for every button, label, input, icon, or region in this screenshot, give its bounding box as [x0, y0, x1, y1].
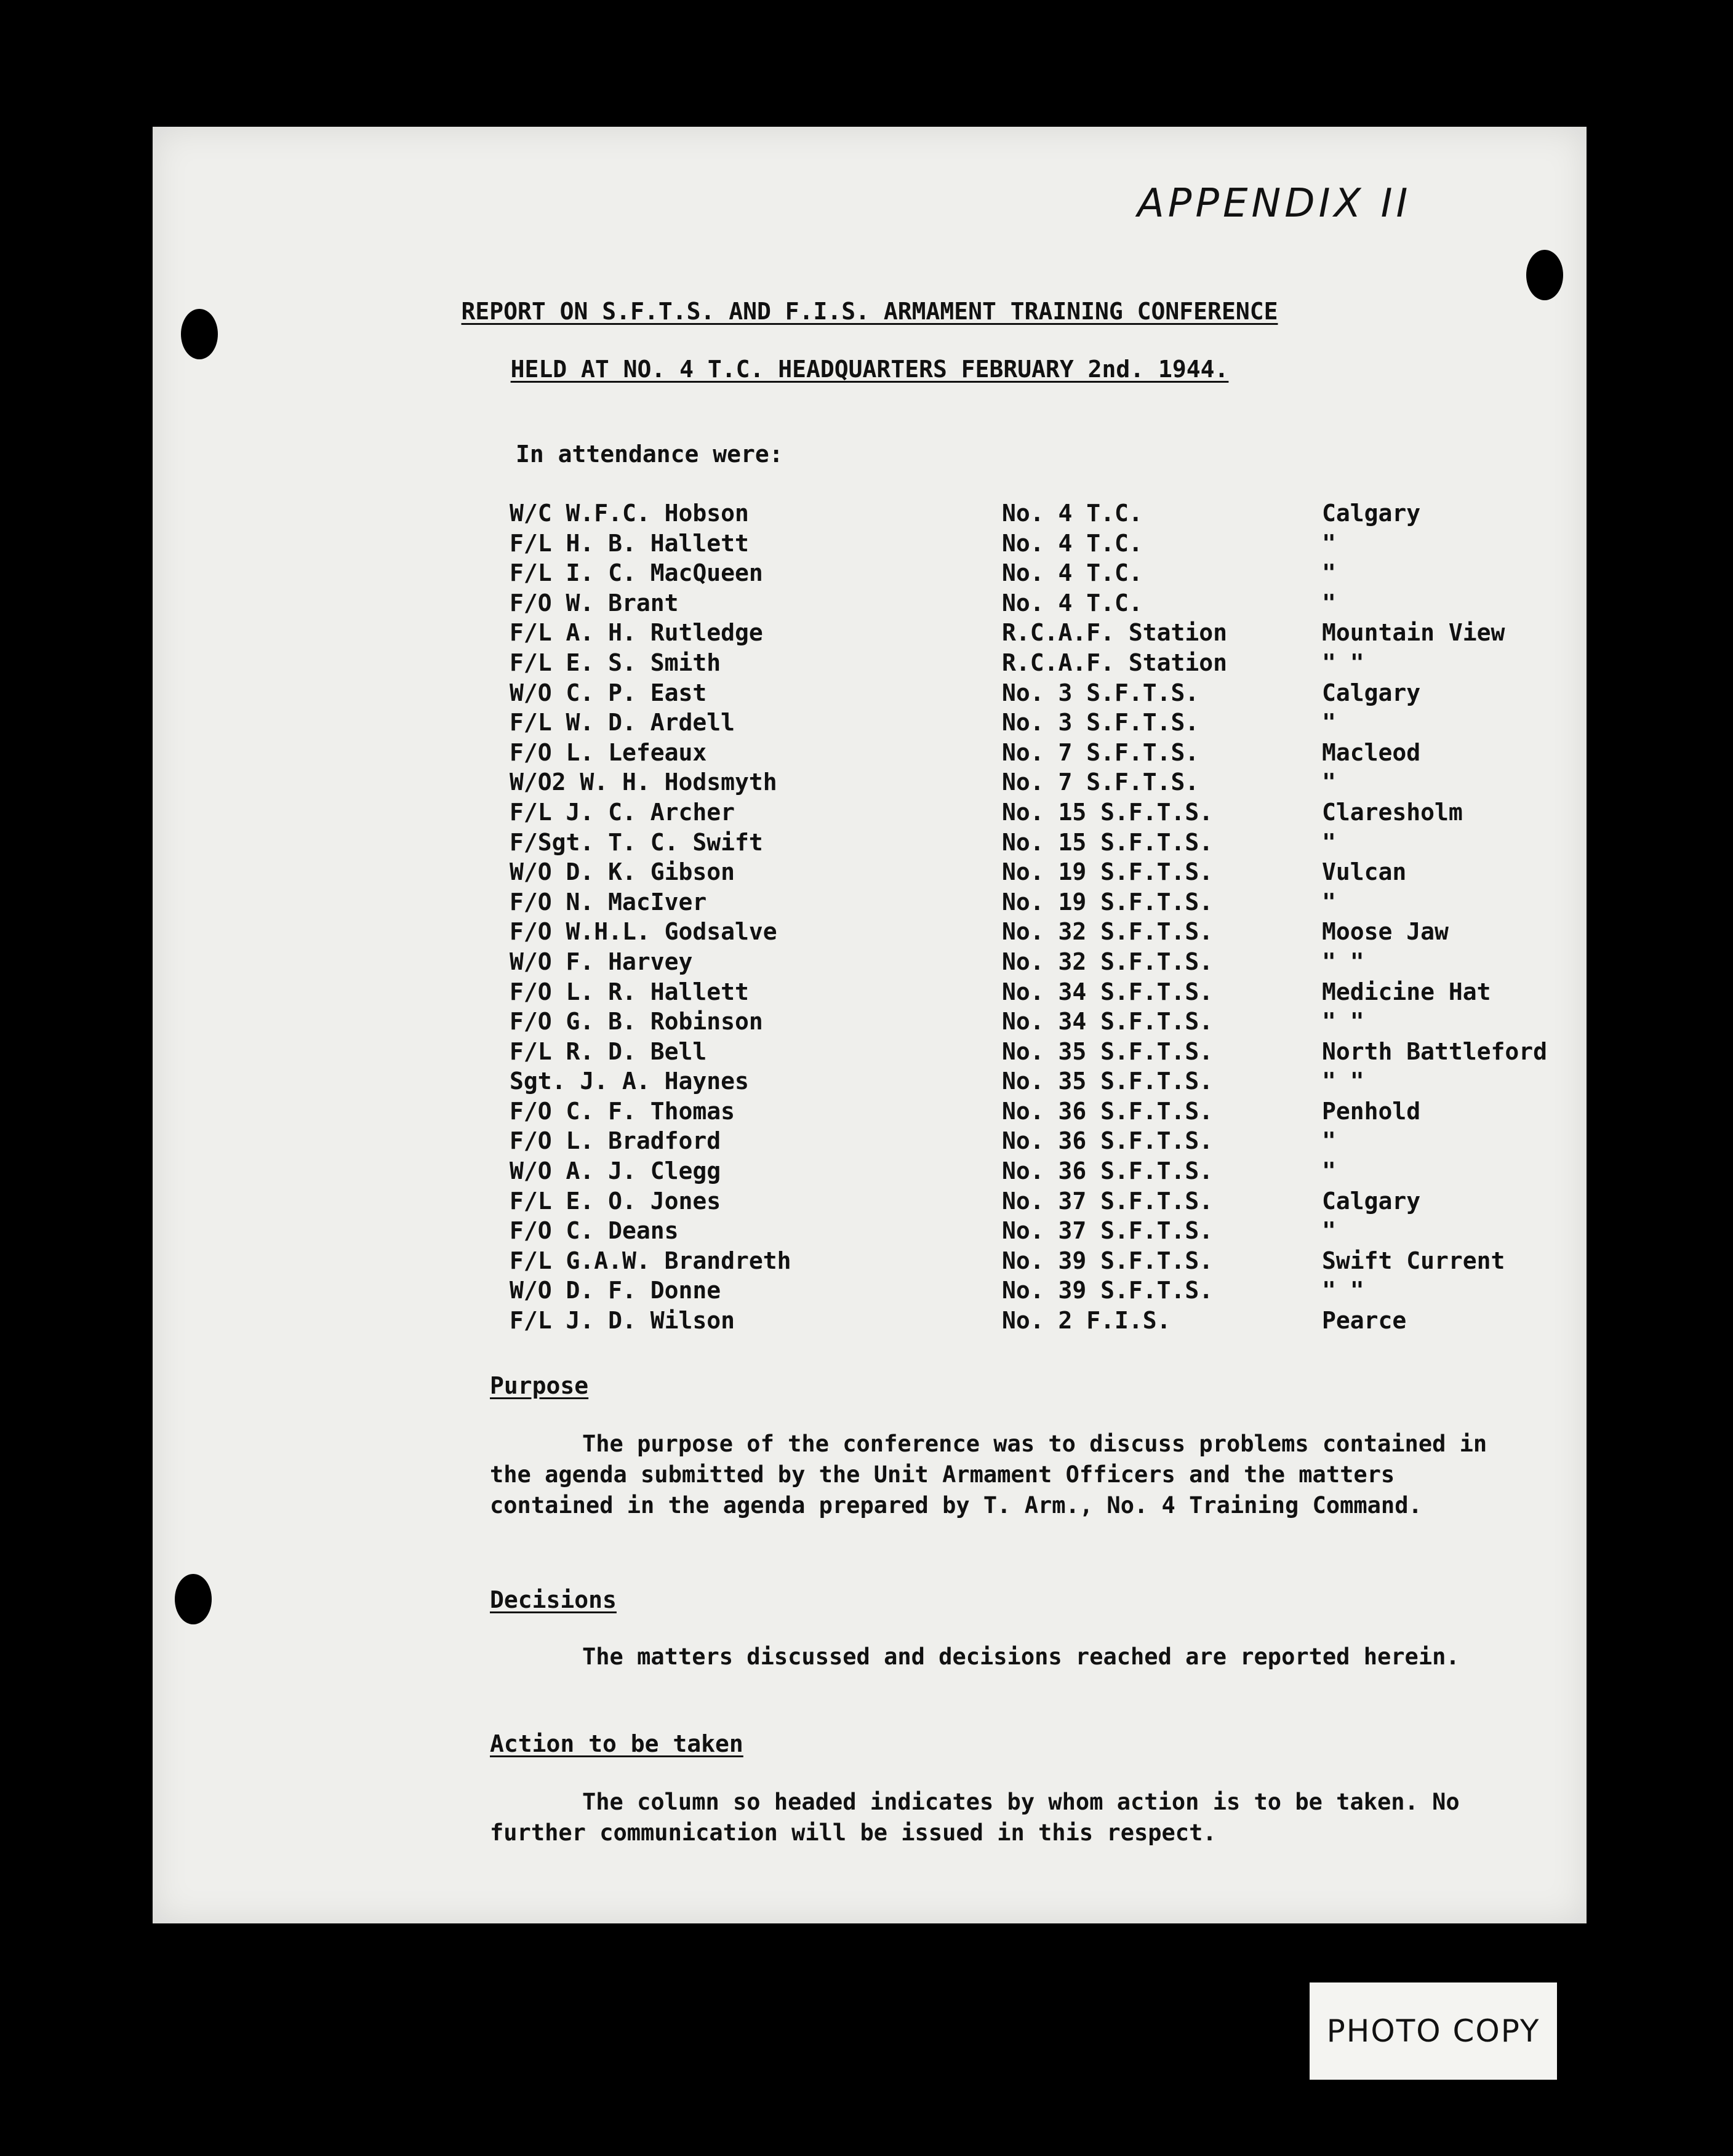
- attendee-unit: No. 35 S.F.T.S.: [1002, 1037, 1214, 1065]
- attendee-name: F/O C. Deans: [510, 1217, 679, 1245]
- attendee-location: ": [1322, 559, 1336, 587]
- attendee-name: F/L R. D. Bell: [510, 1037, 707, 1065]
- attendee-row: [510, 799, 1568, 829]
- attendee-location: ": [1322, 888, 1336, 916]
- attendee-row: [510, 1247, 1568, 1277]
- attendance-intro: In attendance were:: [516, 441, 783, 468]
- photocopy-stamp: [1310, 1982, 1557, 2080]
- attendee-unit: No. 36 S.F.T.S.: [1002, 1127, 1214, 1155]
- attendee-location: ": [1322, 1127, 1336, 1155]
- attendee-name: F/O L. Bradford: [510, 1127, 721, 1155]
- attendee-name: F/O G. B. Robinson: [510, 1008, 763, 1036]
- attendee-row: [510, 948, 1568, 978]
- attendee-row: [510, 709, 1568, 739]
- attendee-location: ": [1322, 589, 1336, 617]
- attendee-name: Sgt. J. A. Haynes: [510, 1068, 749, 1095]
- attendee-location: Mountain View: [1322, 619, 1505, 647]
- attendee-row: [510, 978, 1568, 1008]
- attendee-location: Medicine Hat: [1322, 978, 1491, 1005]
- attendee-unit: No. 4 T.C.: [1002, 529, 1143, 557]
- purpose-paragraph: The purpose of the conference was to discuss problems contained in the agenda submitted by the Unit Armament Officers and the matters contained in the agenda prepared by T. Arm., No. 4 Training Command.: [490, 1431, 1501, 1519]
- attendee-location: Claresholm: [1322, 798, 1463, 826]
- attendee-location: " ": [1322, 1277, 1364, 1304]
- attendee-row: [510, 739, 1568, 769]
- attendee-unit: No. 39 S.F.T.S.: [1002, 1277, 1214, 1304]
- attendee-name: F/O W.H.L. Godsalve: [510, 918, 777, 946]
- attendee-row: [510, 649, 1568, 679]
- decisions-heading: Decisions: [490, 1586, 617, 1613]
- action-paragraph: The column so headed indicates by whom action is to be taken. No further communication will be issued in this respect.: [490, 1789, 1473, 1846]
- attendee-row: [510, 530, 1568, 560]
- attendee-location: Penhold: [1322, 1097, 1421, 1125]
- attendee-row: [510, 1068, 1568, 1098]
- attendee-location: Calgary: [1322, 500, 1421, 527]
- punch-hole-right: [1526, 250, 1563, 300]
- attendee-unit: No. 32 S.F.T.S.: [1002, 918, 1214, 946]
- attendee-unit: No. 32 S.F.T.S.: [1002, 948, 1214, 975]
- attendee-row: [510, 829, 1568, 859]
- action-heading: Action to be taken: [490, 1730, 743, 1757]
- attendee-location: ": [1322, 529, 1336, 557]
- attendee-name: F/O C. F. Thomas: [510, 1097, 735, 1125]
- attendee-name: F/L J. D. Wilson: [510, 1307, 735, 1335]
- attendee-row: [510, 1098, 1568, 1128]
- attendee-unit: No. 36 S.F.T.S.: [1002, 1097, 1214, 1125]
- attendee-unit: No. 15 S.F.T.S.: [1002, 828, 1214, 856]
- attendee-name: W/O C. P. East: [510, 679, 707, 706]
- attendee-row: [510, 1127, 1568, 1157]
- attendee-location: North Battleford: [1322, 1037, 1548, 1065]
- attendee-name: F/L E. S. Smith: [510, 649, 721, 676]
- appendix-annotation: APPENDIX II: [1137, 181, 1412, 226]
- attendee-unit: No. 19 S.F.T.S.: [1002, 858, 1214, 886]
- attendee-name: F/O L. Lefeaux: [510, 738, 707, 766]
- attendee-location: Swift Current: [1322, 1247, 1505, 1274]
- attendee-row: [510, 1217, 1568, 1247]
- attendee-row: [510, 1307, 1568, 1337]
- attendee-location: ": [1322, 1217, 1336, 1245]
- attendee-location: Pearce: [1322, 1307, 1407, 1335]
- attendee-unit: No. 37 S.F.T.S.: [1002, 1187, 1214, 1215]
- attendee-name: F/L H. B. Hallett: [510, 529, 749, 557]
- attendee-name: F/L W. D. Ardell: [510, 709, 735, 737]
- attendee-row: [510, 1188, 1568, 1218]
- attendee-location: Vulcan: [1322, 858, 1407, 886]
- attendee-row: [510, 619, 1568, 649]
- purpose-heading: Purpose: [490, 1372, 589, 1399]
- attendee-unit: No. 15 S.F.T.S.: [1002, 798, 1214, 826]
- attendee-name: F/O N. MacIver: [510, 888, 707, 916]
- attendee-unit: No. 4 T.C.: [1002, 500, 1143, 527]
- attendee-location: ": [1322, 709, 1336, 737]
- attendee-row: [510, 589, 1568, 620]
- document-page: [153, 127, 1587, 1923]
- attendee-location: Macleod: [1322, 738, 1421, 766]
- attendee-name: F/L G.A.W. Brandreth: [510, 1247, 791, 1274]
- attendee-name: F/L A. H. Rutledge: [510, 619, 763, 647]
- attendee-name: W/O D. F. Donne: [510, 1277, 721, 1304]
- attendee-unit: No. 36 S.F.T.S.: [1002, 1157, 1214, 1185]
- attendee-name: F/L I. C. MacQueen: [510, 559, 763, 587]
- attendee-row: [510, 858, 1568, 888]
- attendee-row: [510, 1008, 1568, 1038]
- attendee-row: [510, 679, 1568, 709]
- attendee-row: [510, 918, 1568, 948]
- punch-hole-bottom: [175, 1574, 212, 1624]
- photocopy-stamp-text: PHOTO COPY: [1326, 2013, 1540, 2049]
- attendee-row: [510, 1157, 1568, 1188]
- attendee-unit: No. 7 S.F.T.S.: [1002, 738, 1199, 766]
- attendee-location: " ": [1322, 1068, 1364, 1095]
- attendee-location: " ": [1322, 649, 1364, 676]
- attendee-name: W/C W.F.C. Hobson: [510, 500, 749, 527]
- attendee-unit: No. 34 S.F.T.S.: [1002, 978, 1214, 1005]
- attendee-location: " ": [1322, 948, 1364, 975]
- attendee-name: W/O F. Harvey: [510, 948, 693, 975]
- report-title: REPORT ON S.F.T.S. AND F.I.S. ARMAMENT TRAINING CONFERENCE: [461, 298, 1278, 325]
- attendee-name: W/O D. K. Gibson: [510, 858, 735, 886]
- attendee-location: Calgary: [1322, 1187, 1421, 1215]
- attendee-unit: No. 35 S.F.T.S.: [1002, 1068, 1214, 1095]
- attendee-row: [510, 559, 1568, 589]
- attendee-row: [510, 1038, 1568, 1068]
- attendee-unit: No. 4 T.C.: [1002, 559, 1143, 587]
- decisions-paragraph: The matters discussed and decisions reached are reported herein.: [582, 1643, 1460, 1670]
- attendee-row: [510, 769, 1568, 799]
- attendee-unit: No. 7 S.F.T.S.: [1002, 769, 1199, 796]
- report-subtitle: HELD AT NO. 4 T.C. HEADQUARTERS FEBRUARY 2nd. 1944.: [510, 356, 1229, 383]
- attendee-unit: No. 37 S.F.T.S.: [1002, 1217, 1214, 1245]
- attendee-name: W/O A. J. Clegg: [510, 1157, 721, 1185]
- attendee-name: W/O2 W. H. Hodsmyth: [510, 769, 777, 796]
- attendee-unit: No. 3 S.F.T.S.: [1002, 679, 1199, 706]
- attendee-name: F/O W. Brant: [510, 589, 679, 617]
- attendee-row: [510, 888, 1568, 919]
- attendee-name: F/L E. O. Jones: [510, 1187, 721, 1215]
- attendee-unit: No. 3 S.F.T.S.: [1002, 709, 1199, 737]
- attendee-unit: No. 34 S.F.T.S.: [1002, 1008, 1214, 1036]
- attendee-location: ": [1322, 1157, 1336, 1185]
- attendee-row: [510, 1277, 1568, 1307]
- attendee-name: F/O L. R. Hallett: [510, 978, 749, 1005]
- attendee-location: ": [1322, 769, 1336, 796]
- attendee-name: F/L J. C. Archer: [510, 798, 735, 826]
- attendee-unit: No. 4 T.C.: [1002, 589, 1143, 617]
- attendee-location: Calgary: [1322, 679, 1421, 706]
- attendee-unit: No. 19 S.F.T.S.: [1002, 888, 1214, 916]
- attendee-location: ": [1322, 828, 1336, 856]
- attendee-list: [510, 500, 1568, 1337]
- attendee-location: " ": [1322, 1008, 1364, 1036]
- attendee-unit: R.C.A.F. Station: [1002, 619, 1228, 647]
- attendee-name: F/Sgt. T. C. Swift: [510, 828, 763, 856]
- attendee-unit: No. 39 S.F.T.S.: [1002, 1247, 1214, 1274]
- attendee-unit: No. 2 F.I.S.: [1002, 1307, 1171, 1335]
- attendee-location: Moose Jaw: [1322, 918, 1449, 946]
- attendee-unit: R.C.A.F. Station: [1002, 649, 1228, 676]
- attendee-row: [510, 500, 1568, 530]
